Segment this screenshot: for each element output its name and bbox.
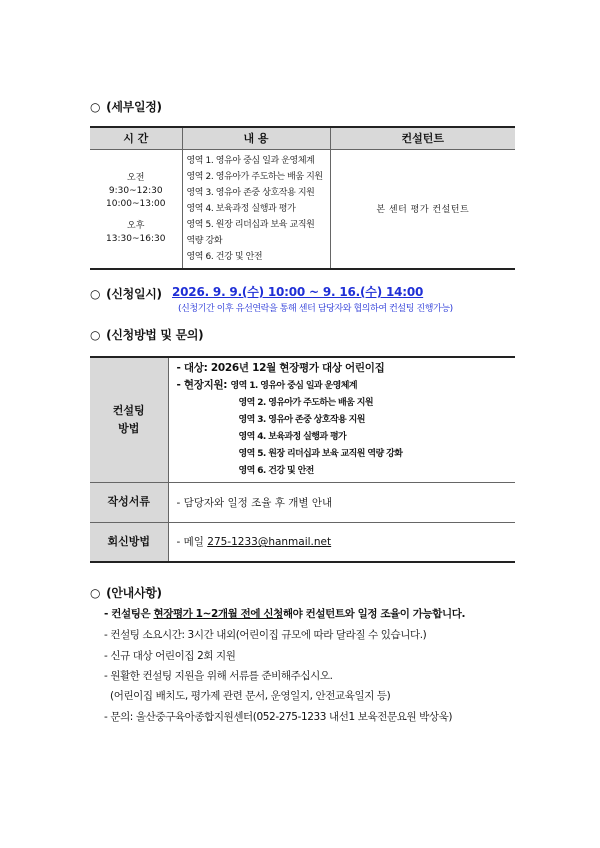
notice-text: 해야 컨설턴트와 일정 조율이 가능합니다. (282, 608, 466, 620)
time-cell (90, 149, 182, 269)
content-item: 영역 3. 영유아 존중 상호작용 지원 (186, 187, 315, 198)
consultant-cell: 본 센터 평가 컨설턴트 (376, 205, 470, 215)
apply-title: (신청일시) (106, 287, 162, 301)
email-link[interactable]: 275-1233@hanmail.net (207, 536, 332, 549)
content-cell (182, 149, 330, 269)
time-am-2: 10:00~13:00 (106, 198, 166, 209)
reply-method-label: 회신방법 (90, 522, 168, 562)
documents-label: 작성서류 (90, 482, 168, 522)
time-am-1: 9:30~12:30 (108, 185, 163, 196)
support-item: 영역 1. 영유아 중심 일과 운영체계 (230, 380, 357, 391)
circle-marker-icon: ○ (90, 100, 101, 114)
apply-note: (신청기간 이후 유선연락을 통해 센터 담당자와 협의하여 컨설팅 진행가능) (178, 304, 453, 314)
notice-title: (안내사항) (106, 586, 162, 600)
notice-line-5: (어린이집 배치도, 평가제 관련 문서, 운영일지, 안전교육일지 등) (110, 690, 391, 702)
support-prefix: - 현장지원: (176, 378, 228, 391)
method-row-consulting (90, 357, 515, 482)
header-time: 시 간 (90, 127, 182, 149)
circle-marker-icon: ○ (90, 586, 101, 600)
content-item: 영역 2. 영유아가 주도하는 배움 지원 (186, 171, 323, 182)
apply-date: 2026. 9. 9.(수) 10:00 ~ 9. 16.(수) 14:00 (172, 285, 424, 299)
support-item: 영역 3. 영유아 존중 상호작용 지원 (238, 414, 365, 425)
notice-line-1 (104, 606, 465, 622)
label-line: 방법 (118, 421, 140, 435)
consulting-method-value (168, 357, 515, 482)
method-table (90, 356, 515, 563)
label-line: 컨설팅 (112, 403, 145, 417)
notice-emphasis: 현장평가 1~2개월 전에 신청 (153, 608, 283, 620)
schedule-header-row (90, 127, 515, 149)
support-item: 영역 5. 원장 리더십과 보육 교직원 역량 강화 (238, 448, 403, 459)
support-item: 영역 4. 보육과정 실행과 평가 (238, 431, 347, 442)
time-pm-label: 오후 (127, 220, 145, 231)
notice-line-3: - 신규 대상 어린이집 2회 지원 (104, 650, 236, 662)
header-content: 내 용 (182, 127, 330, 149)
support-item: 영역 6. 건강 및 안전 (238, 465, 314, 476)
method-row-documents (90, 482, 515, 522)
circle-marker-icon: ○ (90, 287, 101, 301)
method-title: (신청방법 및 문의) (106, 328, 204, 342)
notice-text: - 컨설팅은 (104, 608, 154, 620)
schedule-title: (세부일정) (106, 100, 162, 114)
schedule-table (90, 126, 515, 270)
schedule-section-title (90, 98, 162, 115)
documents-value: - 담당자와 일정 조율 후 개별 안내 (168, 482, 515, 522)
content-item: 영역 1. 영유아 중심 일과 운영체계 (186, 155, 315, 166)
content-item: 영역 6. 건강 및 안전 (186, 251, 263, 262)
target-line: - 대상: 2026년 12월 현장평가 대상 어린이집 (176, 361, 385, 374)
notice-section-title (90, 584, 162, 601)
notice-line-4: - 원활한 컨설팅 지원을 위해 서류를 준비해주십시오. (104, 670, 333, 682)
apply-section-title (90, 285, 162, 302)
support-item: 영역 2. 영유아가 주도하는 배움 지원 (238, 397, 373, 408)
support-line (177, 377, 516, 395)
time-am-label: 오전 (127, 172, 145, 183)
consulting-method-label (90, 357, 168, 482)
content-item: 영역 4. 보육과정 실행과 평가 (186, 203, 296, 214)
header-consultant: 컨설턴트 (330, 127, 515, 149)
method-section-title (90, 326, 203, 343)
content-item: 역량 강화 (186, 235, 223, 246)
circle-marker-icon: ○ (90, 328, 101, 342)
reply-method-value (168, 522, 515, 562)
content-item: 영역 5. 원장 리더십과 보육 교직원 (186, 219, 315, 230)
reply-prefix: - 메일 (176, 536, 204, 549)
time-pm-1: 13:30~16:30 (106, 233, 166, 244)
schedule-row (90, 149, 515, 269)
method-row-reply (90, 522, 515, 562)
notice-line-6: - 문의: 울산중구육아종합지원센터(052-275-1233 내선1 보육전문요원 박상욱) (104, 711, 453, 723)
notice-line-2: - 컨설팅 소요시간: 3시간 내외(어린이집 규모에 따라 달라질 수 있습니다.) (104, 629, 427, 641)
